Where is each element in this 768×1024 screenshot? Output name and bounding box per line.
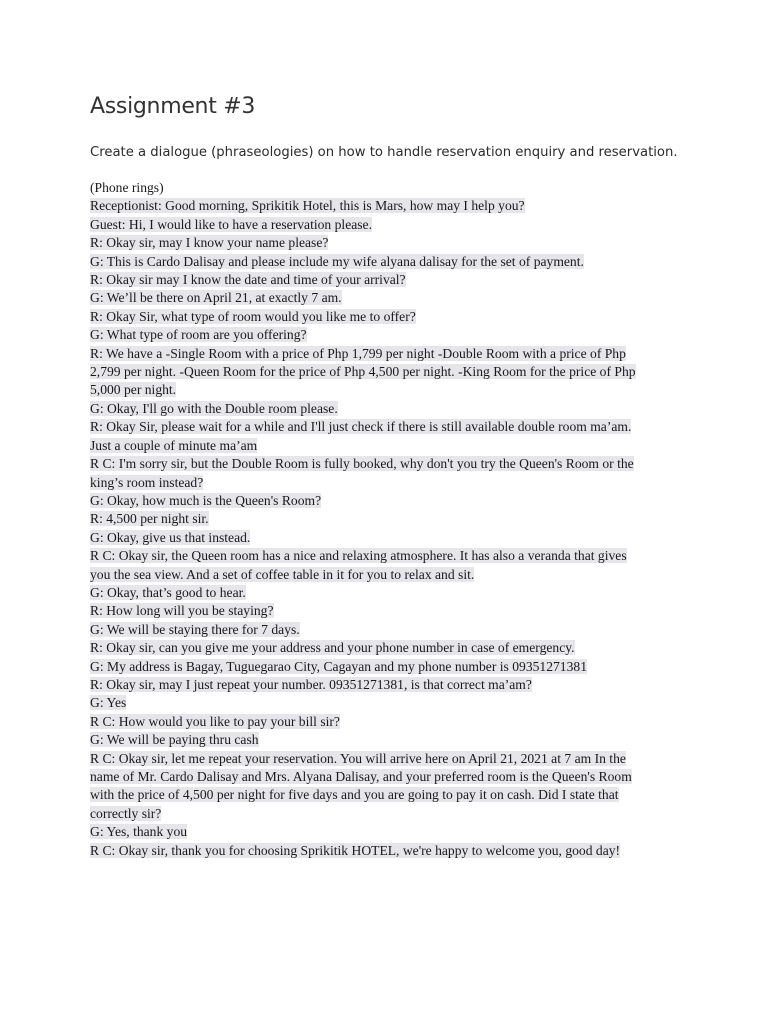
dialogue-line <box>90 197 680 215</box>
dialogue-line <box>90 345 680 363</box>
dialogue-line-text: R C: Okay sir, thank you for choosing Sprikitik HOTEL, we're happy to welcome you, good day! <box>90 842 621 858</box>
dialogue-line-text: R C: I'm sorry sir, but the Double Room is fully booked, why don't you try the Queen's Room or the <box>90 456 634 472</box>
dialogue-line-text: G: We’ll be there on April 21, at exactly 7 am. <box>90 290 342 306</box>
dialogue-line-text: G: We will be paying thru cash <box>90 732 259 748</box>
dialogue-line <box>90 694 680 712</box>
dialogue-line <box>90 584 680 602</box>
dialogue-line <box>90 786 680 804</box>
dialogue-line-text: Receptionist: Good morning, Sprikitik Hotel, this is Mars, how may I help you? <box>90 198 525 214</box>
dialogue-line <box>90 289 680 307</box>
dialogue-line <box>90 271 680 289</box>
dialogue-line <box>90 455 680 473</box>
dialogue-line-text: 2,799 per night. -Queen Room for the price of Php 4,500 per night. -King Room for the price of Php <box>90 364 636 380</box>
dialogue-line <box>90 179 680 197</box>
dialogue-line <box>90 308 680 326</box>
dialogue-line <box>90 474 680 492</box>
dialogue-line <box>90 216 680 234</box>
dialogue-line <box>90 750 680 768</box>
dialogue-line-text: (Phone rings) <box>90 180 164 195</box>
dialogue-line <box>90 492 680 510</box>
dialogue-line <box>90 547 680 565</box>
document-title: Assignment #3 <box>90 94 256 119</box>
dialogue-line <box>90 658 680 676</box>
dialogue-line <box>90 326 680 344</box>
dialogue-line <box>90 621 680 639</box>
dialogue-line-text: R: 4,500 per night sir. <box>90 511 209 527</box>
dialogue-line <box>90 842 680 860</box>
dialogue-line-text: G: Okay, how much is the Queen's Room? <box>90 492 322 508</box>
dialogue-line-text: G: Okay, I'll go with the Double room please. <box>90 400 338 416</box>
dialogue-line-text: correctly sir? <box>90 805 162 821</box>
dialogue-line-text: king’s room instead? <box>90 474 204 490</box>
dialogue-line <box>90 823 680 841</box>
dialogue-line-text: R: Okay Sir, what type of room would you like me to offer? <box>90 308 416 324</box>
dialogue-line-text: with the price of 4,500 per night for five days and you are going to pay it on cash. Did I state that <box>90 787 619 803</box>
dialogue-line-text: R: We have a -Single Room with a price of Php 1,799 per night -Double Room with a price of Php <box>90 345 626 361</box>
dialogue-line-text: Guest: Hi, I would like to have a reservation please. <box>90 216 372 232</box>
dialogue-line-text: R C: Okay sir, let me repeat your reservation. You will arrive here on April 21, 2021 at 7 am In the <box>90 750 626 766</box>
dialogue-line <box>90 418 680 436</box>
dialogue-line <box>90 381 680 399</box>
dialogue-line-text: 5,000 per night. <box>90 382 177 398</box>
dialogue-line <box>90 400 680 418</box>
dialogue-line-text: G: Yes <box>90 695 127 711</box>
dialogue-line <box>90 363 680 381</box>
dialogue-line <box>90 639 680 657</box>
dialogue-line-text: you the sea view. And a set of coffee table in it for you to relax and sit. <box>90 566 475 582</box>
dialogue-line-text: R: Okay sir may I know the date and time of your arrival? <box>90 272 406 288</box>
dialogue-line <box>90 805 680 823</box>
dialogue-line <box>90 731 680 749</box>
assignment-instruction: Create a dialogue (phraseologies) on how to handle reservation enquiry and reservation. <box>90 145 678 160</box>
dialogue-line-text: G: This is Cardo Dalisay and please include my wife alyana dalisay for the set of payment. <box>90 253 584 269</box>
dialogue-line-text: R: Okay Sir, please wait for a while and I'll just check if there is still available double room ma’am. <box>90 419 632 435</box>
dialogue-line <box>90 529 680 547</box>
dialogue-line-text: R C: Okay sir, the Queen room has a nice and relaxing atmosphere. It has also a veranda that gives <box>90 548 627 564</box>
dialogue-line-text: R C: How would you like to pay your bill sir? <box>90 713 340 729</box>
dialogue-line-text: R: Okay sir, may I just repeat your number. 09351271381, is that correct ma’am? <box>90 676 532 692</box>
dialogue-line-text: R: How long will you be staying? <box>90 603 274 619</box>
dialogue-line <box>90 234 680 252</box>
dialogue-line <box>90 676 680 694</box>
dialogue-line <box>90 602 680 620</box>
dialogue-line <box>90 768 680 786</box>
dialogue-line <box>90 510 680 528</box>
dialogue-line-text: name of Mr. Cardo Dalisay and Mrs. Alyana Dalisay, and your preferred room is the Queen's Room <box>90 769 632 784</box>
dialogue-line-text: G: Okay, give us that instead. <box>90 529 251 545</box>
dialogue-line-text: Just a couple of minute ma’am <box>90 437 258 453</box>
dialogue-line-text: G: Yes, thank you <box>90 824 188 840</box>
dialogue-line-text: G: What type of room are you offering? <box>90 327 307 343</box>
dialogue-line-text: R: Okay sir, may I know your name please? <box>90 235 329 251</box>
dialogue-line-text: G: My address is Bagay, Tuguegarao City, Cagayan and my phone number is 09351271381 <box>90 658 587 674</box>
dialogue-line <box>90 566 680 584</box>
dialogue-line-text: G: We will be staying there for 7 days. <box>90 621 300 637</box>
dialogue-line-text: R: Okay sir, can you give me your address and your phone number in case of emergency. <box>90 640 575 656</box>
dialogue-line <box>90 713 680 731</box>
dialogue-body <box>90 179 680 860</box>
dialogue-line <box>90 253 680 271</box>
dialogue-line-text: G: Okay, that’s good to hear. <box>90 584 246 600</box>
dialogue-line <box>90 437 680 455</box>
